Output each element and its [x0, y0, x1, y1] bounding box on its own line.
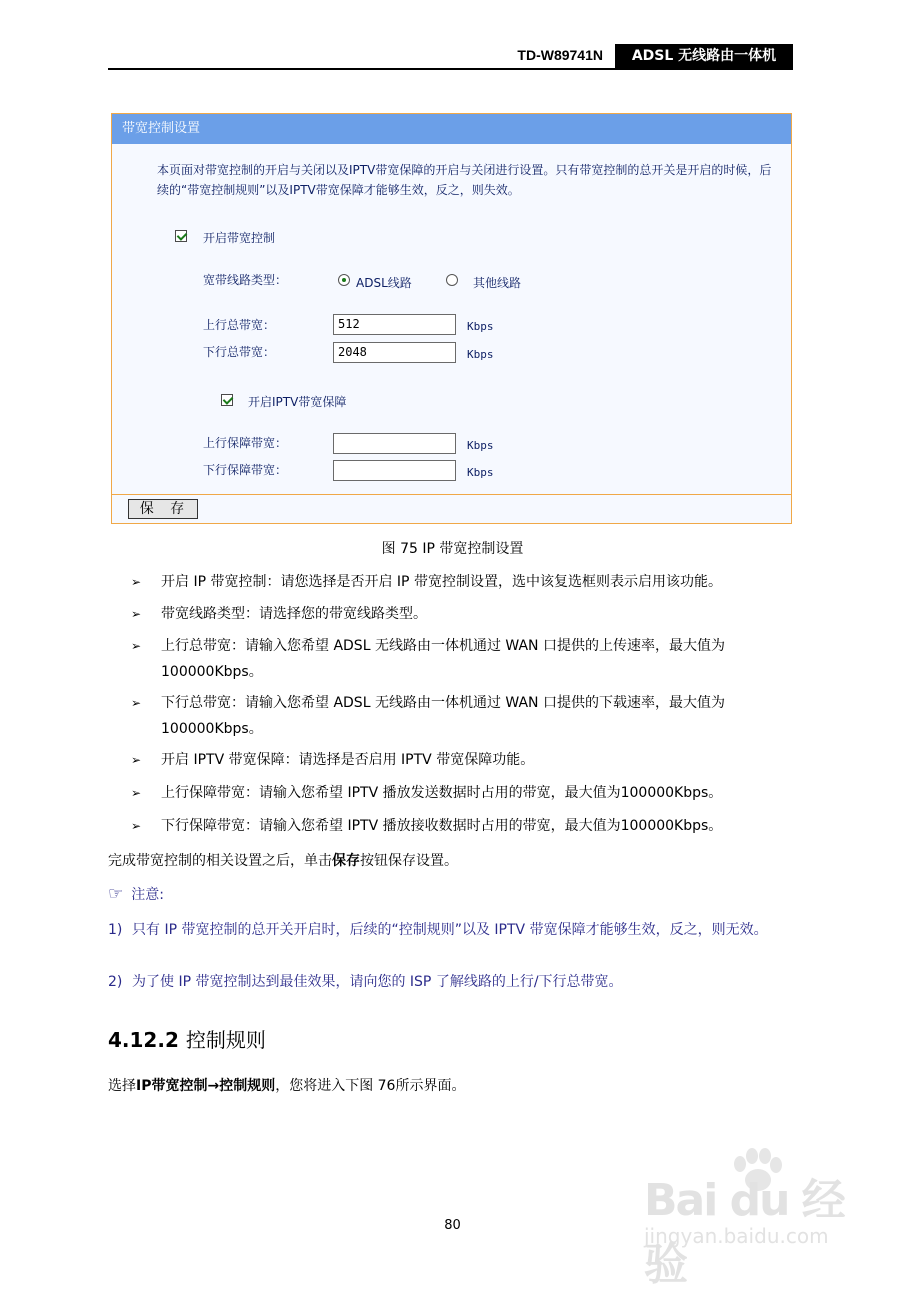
down-guarantee-unit: Kbps — [467, 466, 494, 479]
line-type-adsl-label: ADSL线路 — [356, 276, 412, 290]
navigation-instruction: 选择IP带宽控制→控制规则，您将进入下图 76所示界面。 — [108, 1078, 466, 1094]
menu-path: IP带宽控制→控制规则 — [136, 1078, 276, 1094]
arrowhead-bullet-icon: ➢ — [131, 607, 142, 621]
note-heading: ☞ 注意: — [108, 884, 164, 904]
panel-title: 带宽控制设置 — [112, 114, 791, 144]
line-type-adsl-radio[interactable] — [338, 274, 350, 286]
down-total-unit: Kbps — [467, 348, 494, 361]
down-guarantee-label: 下行保障带宽： — [203, 463, 288, 477]
up-guarantee-input[interactable] — [333, 433, 456, 454]
up-guarantee-unit: Kbps — [467, 439, 494, 452]
page-number: 80 — [444, 1218, 461, 1233]
enable-iptv-label: 开启IPTV带宽保障 — [248, 395, 347, 409]
page-header — [108, 44, 793, 70]
up-guarantee-label: 上行保障带宽： — [203, 436, 288, 450]
header-model: TD-W89741N — [517, 47, 603, 63]
baidu-watermark — [632, 1148, 862, 1290]
watermark-url: jingyan.baidu.com — [644, 1224, 829, 1248]
enable-bandwidth-control-label: 开启带宽控制 — [203, 231, 276, 245]
arrowhead-bullet-icon: ➢ — [131, 696, 142, 710]
save-keyword: 保存 — [332, 853, 360, 869]
pointing-hand-icon: ☞ — [108, 884, 124, 904]
enable-iptv-checkbox[interactable] — [221, 394, 233, 406]
note-item: 2) 为了使 IP 带宽控制达到最佳效果，请向您的 ISP 了解线路的上行/下行总带宽。 — [108, 974, 623, 990]
down-total-label: 下行总带宽： — [203, 345, 276, 359]
arrowhead-bullet-icon: ➢ — [131, 819, 142, 833]
arrowhead-bullet-icon: ➢ — [131, 639, 142, 653]
header-product: ADSL 无线路由一体机 — [615, 44, 793, 68]
save-instruction: 完成带宽控制的相关设置之后，单击保存按钮保存设置。 — [108, 853, 458, 869]
panel-intro: 本页面对带宽控制的开启与关闭以及IPTV带宽保障的开启与关闭进行设置。只有带宽控制的总开关是开启的时候，后续的“带宽控制规则”以及IPTV带宽保障才能够生效，反之，则失效。 — [157, 163, 772, 197]
down-total-input[interactable]: 2048 — [333, 342, 456, 363]
panel-footer — [112, 494, 791, 523]
line-type-label: 宽带线路类型： — [203, 273, 288, 287]
bandwidth-control-panel — [111, 113, 792, 524]
enable-bandwidth-control-checkbox[interactable] — [175, 230, 187, 242]
up-total-label: 上行总带宽： — [203, 318, 276, 332]
arrowhead-bullet-icon: ➢ — [131, 575, 142, 589]
list-item: ➢ 开启 IP 带宽控制：请您选择是否开启 IP 带宽控制设置，选中该复选框则表示启用该功能。 — [131, 569, 801, 595]
arrowhead-bullet-icon: ➢ — [131, 753, 142, 767]
section-heading: 4.12.2 控制规则 — [108, 1028, 266, 1052]
list-item: ➢ 开启 IPTV 带宽保障：请选择是否启用 IPTV 带宽保障功能。 — [131, 747, 801, 773]
list-item: ➢ 上行总带宽：请输入您希望 ADSL 无线路由一体机通过 WAN 口提供的上传速率，最大值为 100000Kbps。 — [131, 633, 801, 685]
up-total-unit: Kbps — [467, 320, 494, 333]
list-item: ➢ 下行保障带宽：请输入您希望 IPTV 播放接收数据时占用的带宽，最大值为100000Kbps。 — [131, 813, 801, 839]
list-item: ➢ 下行总带宽：请输入您希望 ADSL 无线路由一体机通过 WAN 口提供的下载速率，最大值为 100000Kbps。 — [131, 690, 801, 742]
header-rule — [108, 68, 793, 70]
watermark-logo: Bai du 经验 — [644, 1175, 844, 1290]
down-guarantee-input[interactable] — [333, 460, 456, 481]
list-item: ➢ 带宽线路类型：请选择您的带宽线路类型。 — [131, 601, 801, 627]
save-button[interactable]: 保 存 — [128, 499, 198, 519]
note-item: 1) 只有 IP 带宽控制的总开关开启时，后续的“控制规则”以及 IPTV 带宽保障才能够生效，反之，则无效。 — [108, 922, 768, 938]
arrowhead-bullet-icon: ➢ — [131, 786, 142, 800]
up-total-input[interactable]: 512 — [333, 314, 456, 335]
line-type-other-radio[interactable] — [446, 274, 458, 286]
list-item: ➢ 上行保障带宽：请输入您希望 IPTV 播放发送数据时占用的带宽，最大值为100000Kbps。 — [131, 780, 801, 806]
figure-caption: 图 75 IP 带宽控制设置 — [381, 541, 524, 557]
line-type-other-label: 其他线路 — [473, 276, 522, 290]
